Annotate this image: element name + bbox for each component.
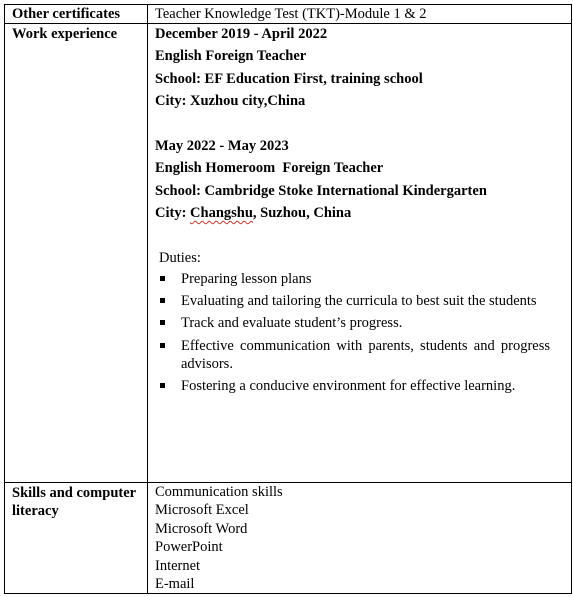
skill-item: Microsoft Word [155,520,248,537]
certificates-value: Teacher Knowledge Test (TKT)-Module 1 & 2 [155,6,427,22]
job-entry [155,135,547,224]
duty-text: Track and evaluate student’s progress. [181,315,403,332]
duty-text: Preparing lesson plans [181,271,312,287]
row-divider [4,482,572,483]
spellcheck-word: Changshu [190,204,253,221]
list-item [160,314,550,332]
city-suffix: , Suzhou, China [252,204,352,221]
table-border-left [4,4,5,594]
bullet-square-icon [160,298,165,303]
certificates-label: Other certificates [12,6,121,22]
skill-item: Communication skills [155,484,283,500]
work-experience-label: Work experience [12,26,118,42]
skill-item: PowerPoint [155,539,223,556]
job-city: City: Xuzhou city,China [155,92,306,109]
job-entry [155,23,547,112]
bullet-square-icon [160,383,165,388]
skills-list [155,483,283,593]
bullet-square-icon [160,276,165,281]
duties-heading: Duties: [159,250,201,266]
skill-item: E-mail [155,576,195,593]
bullet-square-icon [160,343,165,348]
job-city [155,202,547,224]
skill-item: Internet [155,557,201,574]
job-school: School: Cambridge Stoke International Kindergarten [155,182,487,199]
duties-list [160,270,550,399]
list-item [160,377,550,395]
job-school: School: EF Education First, training school [155,70,423,87]
table-border-bottom [4,593,572,594]
city-prefix: City: [155,204,191,221]
bullet-square-icon [160,320,165,325]
table-border-right [571,4,572,594]
job-period: December 2019 - April 2022 [155,26,328,42]
duty-text: Evaluating and tailoring the curricula to best suit the students [181,293,537,310]
job-title: English Homeroom Foreign Teacher [155,160,384,177]
cv-table [4,4,572,594]
job-title: English Foreign Teacher [155,48,307,65]
duty-text: Effective communication with parents, students and progress advisors. [181,337,550,372]
list-item [160,270,550,288]
duty-text: Fostering a conducive environment for effective learning. [181,378,516,395]
job-period: May 2022 - May 2023 [155,138,289,154]
skill-item: Microsoft Excel [155,502,249,519]
skills-label: Skills and computer literacy [12,485,136,519]
list-item [160,337,550,373]
column-divider [147,4,148,594]
list-item [160,292,550,310]
